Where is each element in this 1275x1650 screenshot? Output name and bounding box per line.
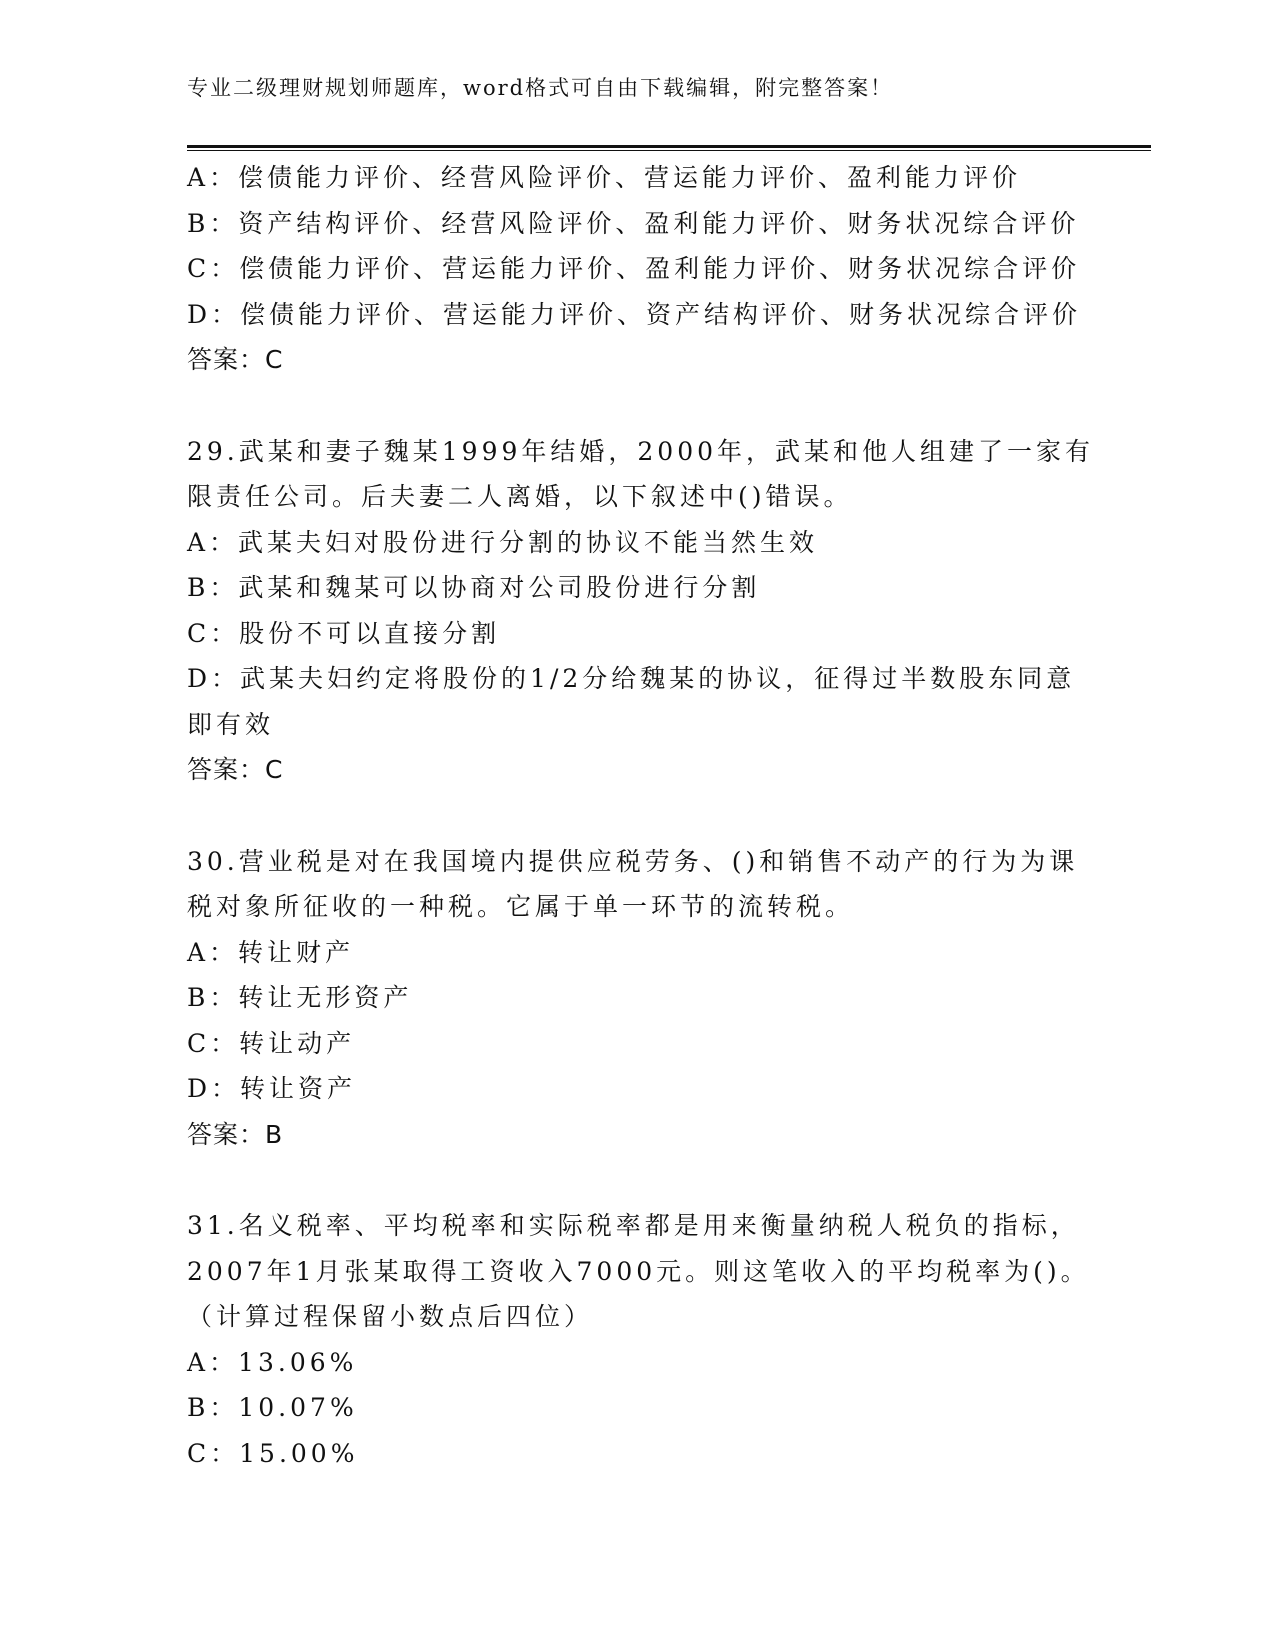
answer-line: 答案：B <box>187 1119 284 1149</box>
spacer <box>187 1157 1087 1203</box>
question-stem: 2007年1月张某取得工资收入7000元。则这笔收入的平均税率为()。 <box>187 1256 1090 1286</box>
question-28-block <box>187 155 1087 383</box>
question-31-block <box>187 1203 1090 1476</box>
question-30-block <box>187 839 1087 1158</box>
question-content <box>187 155 1095 1476</box>
spacer <box>187 383 1087 429</box>
question-29-block <box>187 429 1095 793</box>
question-stem: 31.名义税率、平均税率和实际税率都是用来衡量纳税人税负的指标， <box>187 1211 1080 1240</box>
question-note: （计算过程保留小数点后四位） <box>187 1302 594 1331</box>
header-divider <box>187 145 1151 151</box>
option-b: B：转让无形资产 <box>187 983 413 1012</box>
option-a: A：转让财产 <box>187 937 355 967</box>
question-stem: 30.营业税是对在我国境内提供应税劳务、()和销售不动产的行为为课 <box>187 846 1079 876</box>
page-header: 专业二级理财规划师题库，word格式可自由下载编辑，附完整答案！ <box>187 76 894 100</box>
option-b: B：10.07% <box>187 1393 358 1422</box>
option-c: C：转让动产 <box>187 1028 356 1058</box>
option-b: B：资产结构评价、经营风险评价、盈利能力评价、财务状况综合评价 <box>187 208 1080 238</box>
option-a: A：13.06% <box>187 1347 358 1377</box>
answer-line: 答案：C <box>187 345 284 374</box>
option-c: C：偿债能力评价、营运能力评价、盈利能力评价、财务状况综合评价 <box>187 254 1081 283</box>
option-a: A：武某夫妇对股份进行分割的协议不能当然生效 <box>187 527 819 557</box>
option-d: D：转让资产 <box>187 1074 357 1103</box>
spacer <box>187 793 1087 839</box>
question-stem: 限责任公司。后夫妻二人离婚，以下叙述中()错误。 <box>187 482 853 511</box>
question-stem: 税对象所征收的一种税。它属于单一环节的流转税。 <box>187 892 855 921</box>
option-d-continued: 即有效 <box>187 709 275 739</box>
option-b: B：武某和魏某可以协商对公司股份进行分割 <box>187 573 761 602</box>
option-d: D：武某夫妇约定将股份的1/2分给魏某的协议，征得过半数股东同意 <box>187 664 1076 693</box>
option-d: D：偿债能力评价、营运能力评价、资产结构评价、财务状况综合评价 <box>187 299 1082 329</box>
answer-line: 答案：C <box>187 755 284 784</box>
option-c: C：15.00% <box>187 1438 359 1468</box>
question-stem: 29.武某和妻子魏某1999年结婚，2000年，武某和他人组建了一家有 <box>187 436 1095 466</box>
option-c: C：股份不可以直接分割 <box>187 618 501 648</box>
option-a: A：偿债能力评价、经营风险评价、营运能力评价、盈利能力评价 <box>187 163 1022 192</box>
